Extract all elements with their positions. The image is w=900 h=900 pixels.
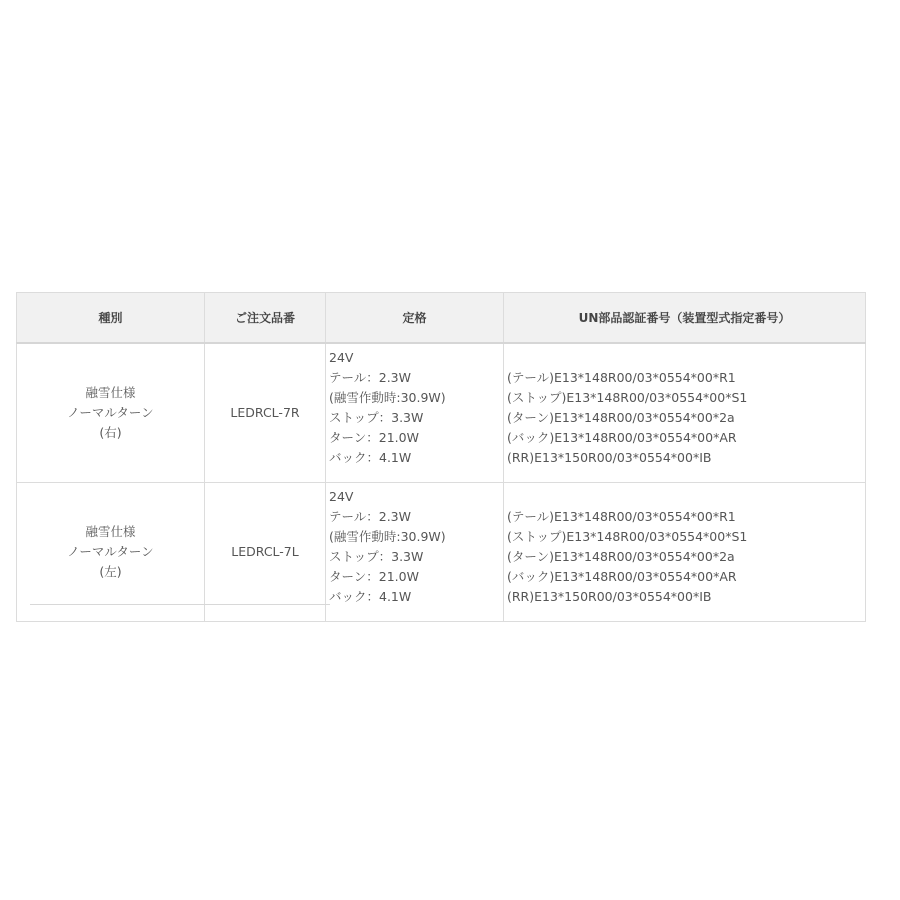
rating-line: ターン：21.0W: [329, 430, 419, 445]
un-line: (ターン)E13*148R00/03*0554*00*2a: [507, 549, 735, 564]
header-un-certification: UN部品認証番号（装置型式指定番号）: [504, 293, 866, 344]
un-line: (テール)E13*148R00/03*0554*00*R1: [507, 370, 736, 385]
type-cell: [17, 483, 205, 622]
rating-line: ストップ：3.3W: [329, 410, 424, 425]
type-line: 融雪仕様: [85, 524, 136, 539]
un-line: (RR)E13*150R00/03*0554*00*IB: [507, 450, 712, 465]
un-line: (ストップ)E13*148R00/03*0554*00*S1: [507, 529, 748, 544]
un-line: (ターン)E13*148R00/03*0554*00*2a: [507, 410, 735, 425]
order-number-cell: LEDRCL-7R: [205, 343, 326, 483]
un-line: (バック)E13*148R00/03*0554*00*AR: [507, 430, 737, 445]
rating-line: (融雪作動時:30.9W): [329, 529, 446, 544]
spec-table: [16, 292, 866, 622]
un-certification-cell: [504, 483, 866, 622]
rating-line: テール：2.3W: [329, 370, 411, 385]
type-cell: [17, 343, 205, 483]
header-type: 種別: [17, 293, 205, 344]
table-header-row: [17, 293, 866, 344]
type-line: (右): [99, 425, 122, 440]
rating-cell: [326, 343, 504, 483]
type-line: ノーマルターン: [67, 544, 154, 559]
rating-line: ストップ：3.3W: [329, 549, 424, 564]
type-line: 融雪仕様: [85, 385, 136, 400]
un-line: (テール)E13*148R00/03*0554*00*R1: [507, 509, 736, 524]
rating-line: 24V: [329, 350, 354, 365]
type-line: ノーマルターン: [67, 405, 154, 420]
header-rating: 定格: [326, 293, 504, 344]
rating-line: テール：2.3W: [329, 509, 411, 524]
un-line: (RR)E13*150R00/03*0554*00*IB: [507, 589, 712, 604]
rating-line: 24V: [329, 489, 354, 504]
rating-cell: [326, 483, 504, 622]
type-line: (左): [99, 564, 122, 579]
table-row: [17, 343, 866, 483]
table-bottom-divider: [30, 604, 330, 605]
un-line: (ストップ)E13*148R00/03*0554*00*S1: [507, 390, 748, 405]
un-certification-cell: [504, 343, 866, 483]
order-number-cell: LEDRCL-7L: [205, 483, 326, 622]
header-order-number: ご注文品番: [205, 293, 326, 344]
rating-line: ターン：21.0W: [329, 569, 419, 584]
un-line: (バック)E13*148R00/03*0554*00*AR: [507, 569, 737, 584]
rating-line: (融雪作動時:30.9W): [329, 390, 446, 405]
rating-line: バック：4.1W: [329, 589, 412, 604]
table-row: [17, 483, 866, 622]
rating-line: バック：4.1W: [329, 450, 412, 465]
